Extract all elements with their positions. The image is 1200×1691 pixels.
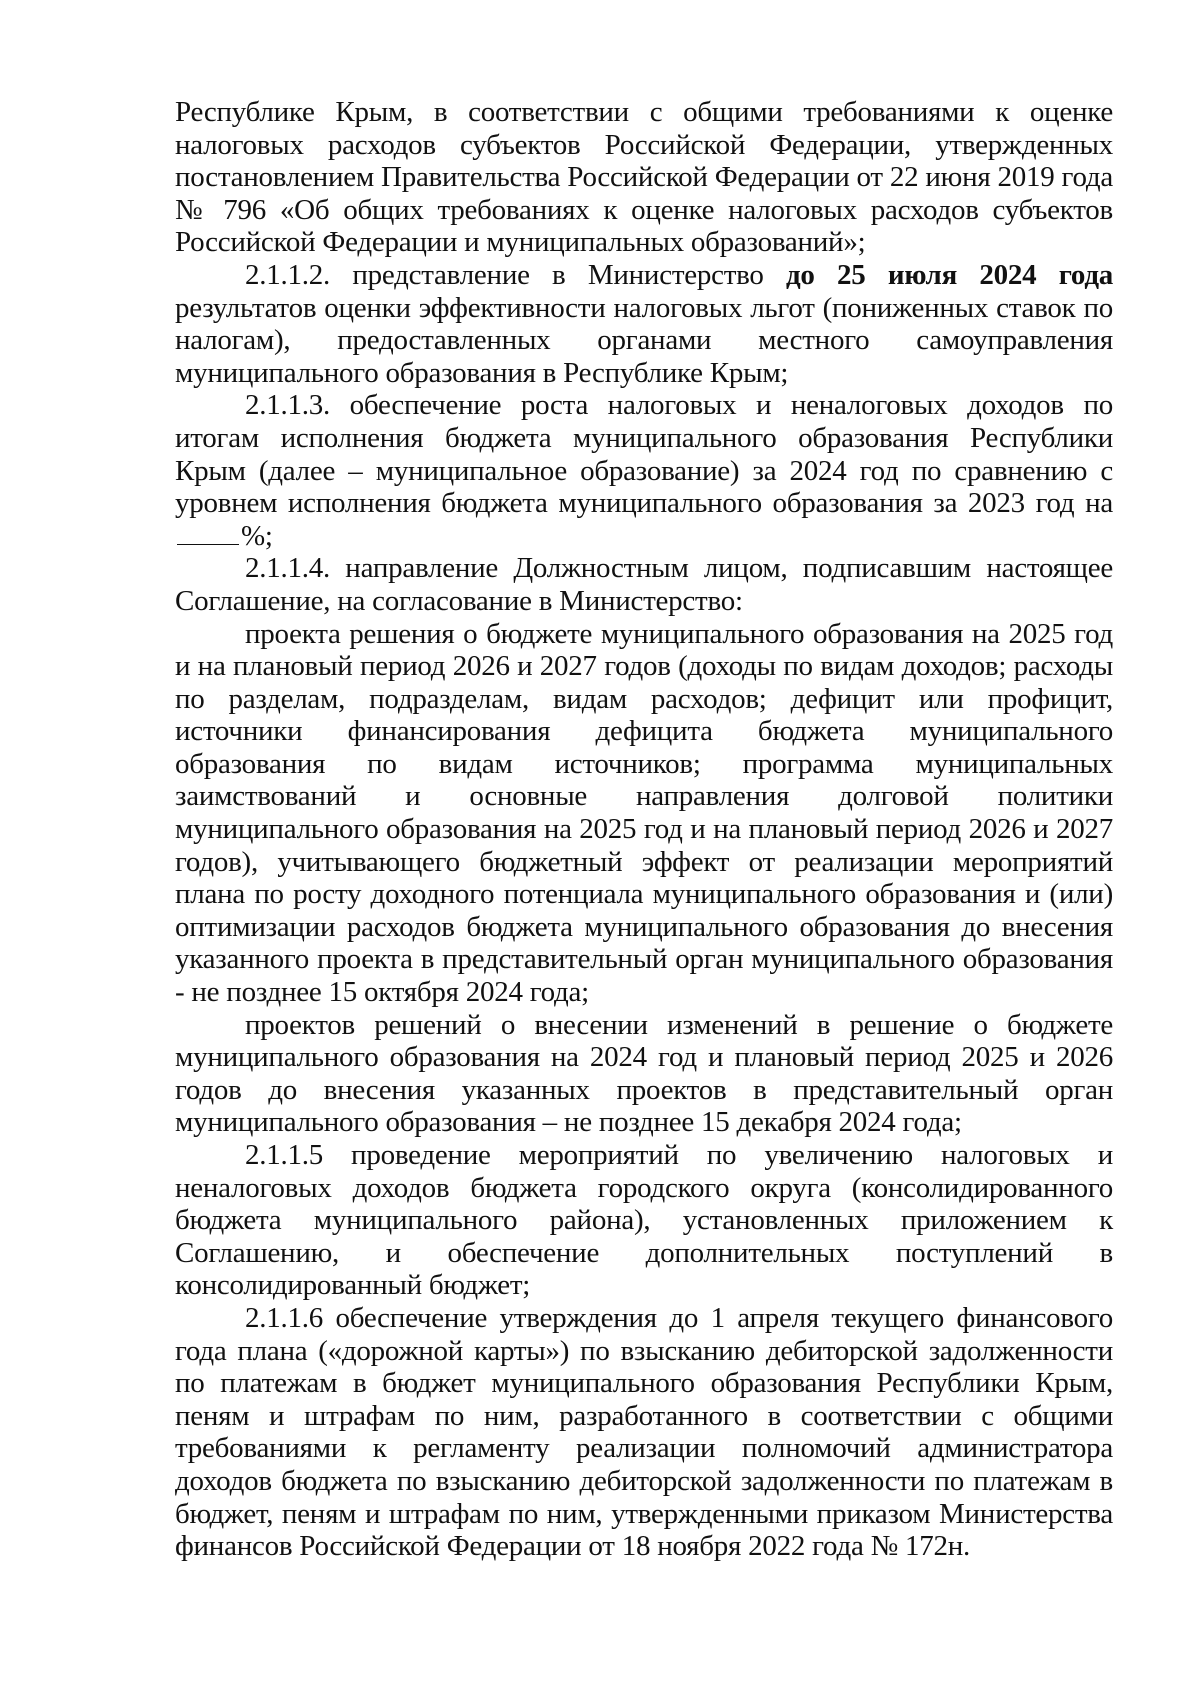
paragraph-budget-draft: проекта решения о бюджете муниципального образования на 2025 год и на плановый период 2026 и 2027 годов (доходы по видам доходов; расходы по разделам, подразделам, видам расходов; дефицит или профицит, источники финансирования дефицита бюджета муниципального образования по видам источников; программа муниципальных заимствований и основные направления долговой политики муниципального образования на 2025 год и на плановый период 2026 и 2027 годов), учитывающего бюджетный эффект от реализации мероприятий плана по росту доходного потенциала муниципального образования и (или) оптимизации расходов бюджета муниципального образования до внесения указанного проекта в представительный орган муниципального образования - не позднее 15 октября 2024 года;: [175, 617, 1113, 1009]
paragraph-2-1-1-4: 2.1.1.4. направление Должностным лицом, подписавшим настоящее Соглашение, на согласование в Министерство:: [175, 552, 1113, 617]
paragraph-continuation: Республике Крым, в соответствии с общими требованиями к оценке налоговых расходов субъектов Российской Федерации, утвержденных постановлением Правительства Российской Федерации от 22 июня 2019 года № 796 «Об общих требованиях к оценке налоговых расходов субъектов Российской Федерации и муниципальных образований»;: [175, 96, 1113, 259]
paragraph-2-1-1-3: [175, 389, 1113, 552]
paragraph-2-1-1-2-prefix: 2.1.1.2. представление в Министерство: [245, 258, 787, 291]
paragraph-2-1-1-2-suffix: результатов оценки эффективности налоговых льгот (пониженных ставок по налогам), предоставленных органами местного самоуправления муниципального образования в Республике Крым;: [175, 291, 1113, 389]
document-page: [175, 96, 1113, 1563]
paragraph-2-1-1-2: [175, 259, 1113, 389]
paragraph-2-1-1-6: 2.1.1.6 обеспечение утверждения до 1 апреля текущего финансового года плана («дорожной карты») по взысканию дебиторской задолженности по платежам в бюджет муниципального образования Республики Крым, пеням и штрафам по ним, разработанного в соответствии с общими требованиями к регламенту реализации полномочий администратора доходов бюджета по взысканию дебиторской задолженности по платежам в бюджет, пеням и штрафам по ним, утвержденными приказом Министерства финансов Российской Федерации от 18 ноября 2022 года № 172н.: [175, 1301, 1113, 1563]
paragraph-2-1-1-3-suffix: %;: [241, 519, 273, 552]
paragraph-2-1-1-5: 2.1.1.5 проведение мероприятий по увеличению налоговых и неналоговых доходов бюджета городского округа (консолидированного бюджета муниципального района), установленных приложением к Соглашению, и обеспечение дополнительных поступлений в консолидированный бюджет;: [175, 1139, 1113, 1302]
paragraph-2-1-1-3-prefix: 2.1.1.3. обеспечение роста налоговых и неналоговых доходов по итогам исполнения бюджета муниципального образования Республики Крым (далее – муниципальное образование) за 2024 год по сравнению с уровнем исполнения бюджета муниципального образования за 2023 год на: [175, 389, 1113, 520]
deadline-bold: до 25 июля 2024 года: [786, 258, 1113, 291]
paragraph-budget-amendments: проектов решений о внесении изменений в решение о бюджете муниципального образования на 2024 год и плановый период 2025 и 2026 годов до внесения указанных проектов в представительный орган муниципального образования – не позднее 15 декабря 2024 года;: [175, 1008, 1113, 1139]
percent-blank-field: [177, 520, 239, 545]
